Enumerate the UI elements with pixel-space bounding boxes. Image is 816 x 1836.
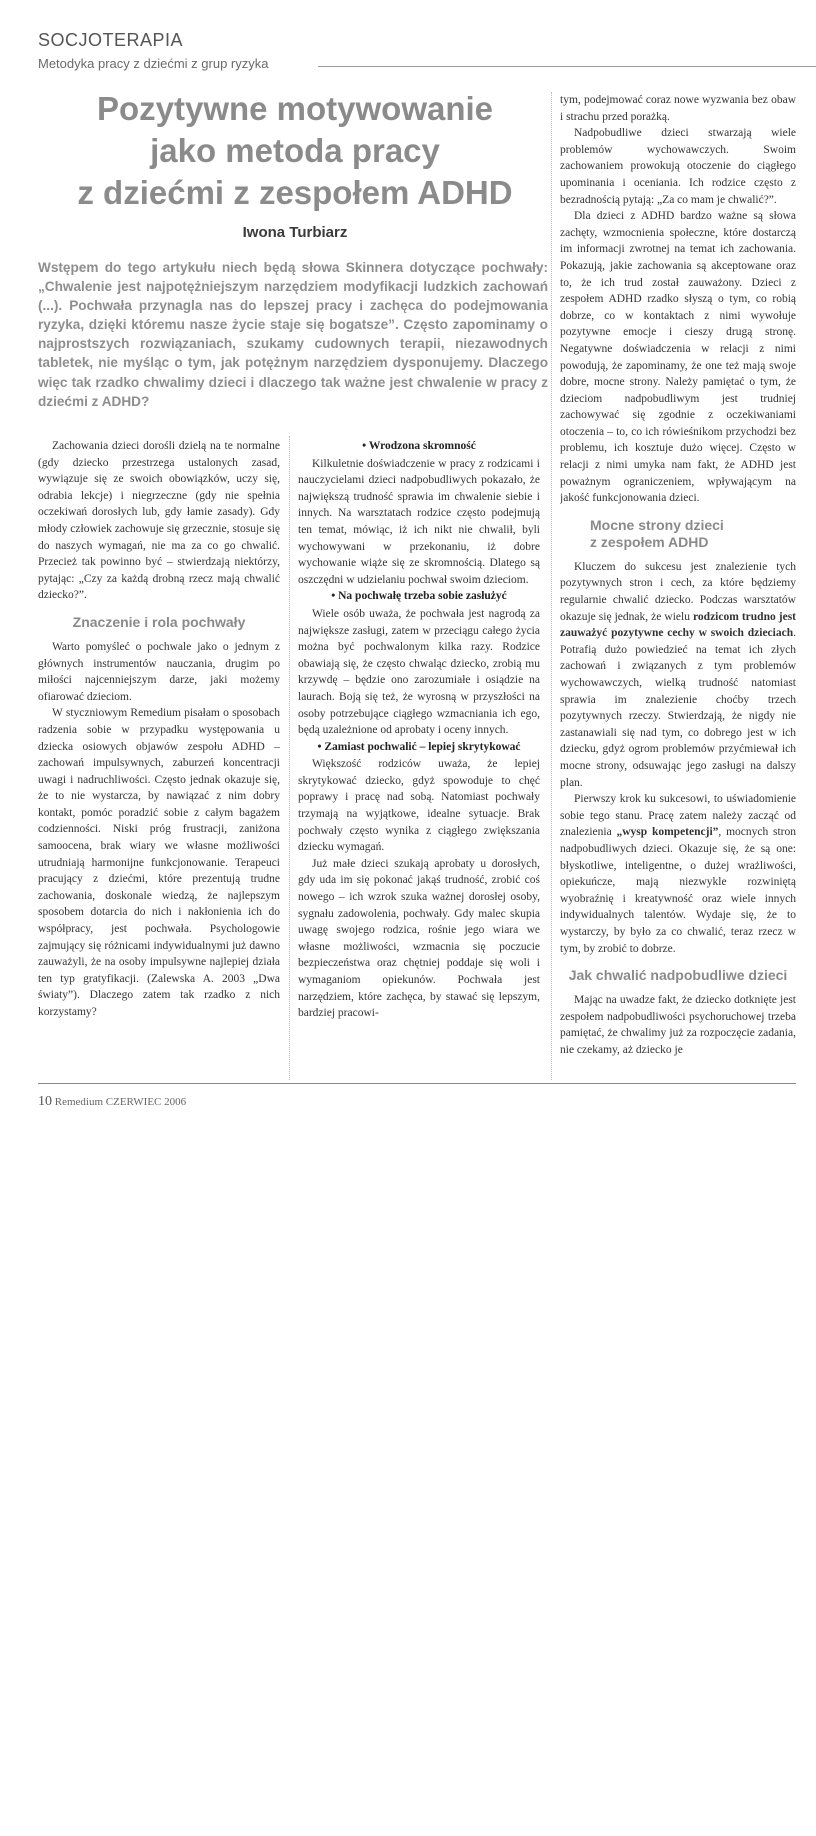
page-footer (38, 1094, 186, 1110)
paragraph: Wiele osób uważa, że pochwała jest nagrodą za największe zasługi, zatem w przeciągu całego życia można być pochwalonym kilka razy. Rodzice obawiają się, że często chwaląc dziecko, zrobią mu krzywdę – będzie ono zarozumiałe i osiądzie na laurach. Boją się też, że wyrosną w przyszłości na osoby potrzebujące ciągłego wzmacniania ich ego, będą uzależnione od aprobaty i oceny innych. (298, 607, 540, 737)
title-line-3: z dziećmi z zespołem ADHD (77, 174, 513, 211)
paragraph: tym, podejmować coraz nowe wyzwania bez obaw i strachu przed porażką. (560, 94, 796, 123)
publication-info: Remedium CZERWIEC 2006 (54, 1096, 187, 1108)
text-column-3 (560, 92, 796, 1078)
bullet-subheading: • Zamiast pochwalić – lepiej skrytykować (317, 740, 521, 753)
article-title (40, 88, 550, 214)
section-heading: Jak chwalić nadpobudliwe dzieci (568, 967, 788, 984)
paragraph: Dla dzieci z ADHD bardzo ważne są słowa zachęty, wzmocnienia społeczne, które dostarczą im informacji zwrotnej na temat ich zachowania. Pokazują, jakie zachowania są akceptowane oraz to, że ich trud został zauważony. Dzieci z zespołem ADHD rzadko słyszą o tym, co robią dobrze, co w kontaktach z nimi wywołuje pozytywne emocje i cieszy drugą stronę. Negatywne doświadczenia w relacji z nimi powodują, że zapominamy, że one też mają swoje dobre, mocne strony. Należy pamiętać o tym, że dzieciom nadpobudliwym jest trudniej zachowywać się zgodnie z oczekiwaniami otoczenia – to, co ich rówieśnikom przychodzi bez problemu, ich kosztuje dużo więcej. Często w relacji z nimi umyka nam fakt, że ADHD jest poważnym ograniczeniem, wpływającym na jakość funkcjonowania dzieci. (560, 210, 796, 505)
paragraph: Już małe dzieci szukają aprobaty u dorosłych, gdy uda im się pokonać jakąś trudność, zrobić coś nowego – ich wzrok szuka ważnej dorosłej osoby, sygnału zadowolenia, pochwały. Gdy malec skupia uwagę swojego rodzica, rośnie jego wiara we własne możliwości, wzmacnia się poczucie bezpieczeństwa oraz chętniej poddaje się woli i wymaganiom opiekunów. Pochwała jest narzędziem, które zachęca, by stawać się lepszym, bardziej pracowi- (298, 857, 540, 1020)
column-divider-2 (551, 92, 552, 1080)
emphasis-text: „wysp kompetencji” (616, 826, 719, 839)
heading-line-2: z zespołem ADHD (590, 533, 709, 550)
paragraph (560, 559, 796, 791)
column-divider-1 (289, 436, 290, 1080)
section-label: SOCJOTERAPIA (38, 30, 184, 50)
paragraph: Kilkuletnie doświadczenie w pracy z rodzicami i nauczycielami dzieci nadpobudliwych pokazało, że największą trudność sprawia im chwalenie siebie i innych. Na warsztatach rodzice często podejmują ten temat, mówiąc, iż ich nikt nie chwalił, byli wychowywani w przekonaniu, iż dobre wychowanie wiąże się ze skromnością. Dlatego są oszczędni w udzielaniu pochwał swoim dzieciom. (298, 457, 540, 586)
text-run: . Potrafią dużo powiedzieć na temat ich złych zachowań i związanych z tym problemów wychowawczych, wielką trudność natomiast sprawia im znalezienie choćby trzech pozytywnych rzeczy. Stwierdzają, że nigdy nie zastanawiali się nad tym, co dobrego jest w ich dziecku, gdyż ogrom problemów przyćmiewał ich mocne strony, odsuwając jego zasługi na dalszy plan. (560, 627, 796, 789)
paragraph: Większość rodziców uważa, że lepiej skrytykować dziecko, gdyż spowoduje to chęć poprawy i pracę nad sobą. Natomiast pochwały trzymają na wyjątkowe, idealne sytuacje. Brak pochwały często wynika z ciągłego zwiększania dziecku wymagań. (298, 758, 540, 854)
paragraph: Nadpobudliwe dzieci stwarzają wiele problemów wychowawczych. Swoim zachowaniem prowokują otoczenie do ciągłego upominania i oceniania. Ich rodzice często z bezradnością pytają: „Za co mam je chwalić?”. (560, 127, 796, 206)
bullet-subheading: • Wrodzona skromność (362, 440, 476, 452)
bullet-subheading: • Na pochwałę trzeba sobie zasłużyć (331, 590, 507, 603)
footer-rule (38, 1083, 796, 1084)
text-column-1 (38, 438, 280, 1078)
text-run: , mocnych stron nadpobudliwych dzieci. Okazuje się, że są one: błyskotliwe, inteligentne, o dużej wrażliwości, opiekuńcze, mają niezwykle rozwiniętą wyobraźnię i kreatywność oraz wiele innych indywidualnych talentów. Wydaje się, że to wystarczy, by było za co chwalić, teraz rzecz w tym, by zrobić to dobrze. (560, 826, 796, 955)
title-line-1: Pozytywne motywowanie (96, 90, 494, 127)
header-rule (318, 66, 816, 67)
paragraph: Mając na uwadze fakt, że dziecko dotknięte jest zespołem nadpobudliwości psychoruchowej trzeba pamiętać, że chwalimy już za rozpoczęcie zadania, nie czekamy, aż dziecko je (560, 994, 796, 1056)
paragraph (560, 791, 796, 957)
text-run: Kluczem do sukcesu jest znalezienie tych pozytywnych stron i cech, za które będziemy regularnie chwalić dziecko. Podczas warsztatów okazuje się jednak, że wielu (560, 560, 796, 623)
page-number: 10 (38, 1094, 52, 1109)
text-column-2 (298, 438, 540, 1078)
section-heading (590, 517, 796, 551)
article-author: Iwona Turbiarz (242, 224, 348, 241)
heading-line-1: Mocne strony dzieci (590, 516, 724, 533)
emphasis-text: rodzicom trudno jest zauważyć pozytywne cechy w swoich dzieciach (560, 610, 796, 640)
text-run: Pierwszy krok ku sukcesowi, to uświadomienie sobie tego stanu. Pracę zatem należy zacząć od znalezienia (560, 793, 796, 839)
paragraph: Zachowania dzieci dorośli dzielą na te normalne (gdy dziecko przestrzega ustalonych zasad, wywiązuje się ze swoich obowiązków, uczy się, odrabia lekcje) i niegrzeczne (gdy nie spełnia oczekiwań dorosłych lub, gdy łamie zasady). Gdy młody człowiek zachowuje się grzecznie, stosuje się do naszych wymagań, nie ma za co go chwalić. Przecież tak powinno być – stwierdzają niektórzy, pytając: „Czy za każdą drobną rzecz mają chwalić dziecko?”. (38, 440, 280, 602)
title-line-2: jako metoda pracy (150, 132, 440, 169)
paragraph: W styczniowym Remedium pisałam o sposobach radzenia sobie w przypadku występowania u dziecka osiowych objawów zespołu ADHD – zachowań impulsywnych, zaburzeń koncentracji uwagi i nadruchliwości. Często jednak okazuje się, że to nie wystarcza, by nawiązać z nim dobry kontakt, pomóc poradzić sobie z całym bagażem codzienności. Niski próg frustracji, zaniżona samoocena, brak wiary we własne możliwości utrudniają harmonijne funkcjonowanie. Terapeuci pracujący z dziećmi, które prezentują trudne zachowania, doskonale wiedzą, że najlepszym sposobem dotarcia do nich i nakłonienia ich do współpracy, jest pochwała. Psychologowie zajmujący się różnicami indywidualnymi już dawno zauważyli, że na osoby impulsywne najlepiej działa ten typ gratyfikacji. (Zalewska A. 2003 „Dwa światy”). Dlaczego zatem tak rzadko z nich korzystamy? (38, 707, 280, 1018)
paragraph: Warto pomyśleć o pochwale jako o jednym z głównych instrumentów nauczania, drugim po miłości najcenniejszym darze, jaki możemy ofiarować dzieciom. (38, 640, 280, 703)
article-lead: Wstępem do tego artykułu niech będą słowa Skinnera dotyczące pochwały: „Chwalenie jest najpotężniejszym narzędziem modyfikacji ludzkich zachowań (...). Pochwała przynagla nas do lepszej pracy i zachęca do podejmowania ryzyka, dzięki któremu nasze życie staje się bogatsze”. Często zapominamy o najprostszych rozwiązaniach, szukamy cudownych terapii, niezawodnych tabletek, nie myśląc o tym, jak potężnym narzędziem dysponujemy. Dlaczego więc tak rzadko chwalimy dzieci i dlaczego tak ważne jest chwalenie w pracy z dziećmi z ADHD? (38, 260, 548, 409)
section-heading: Znaczenie i rola pochwały (72, 613, 246, 630)
section-subtitle: Metodyka pracy z dziećmi z grup ryzyka (38, 56, 269, 71)
